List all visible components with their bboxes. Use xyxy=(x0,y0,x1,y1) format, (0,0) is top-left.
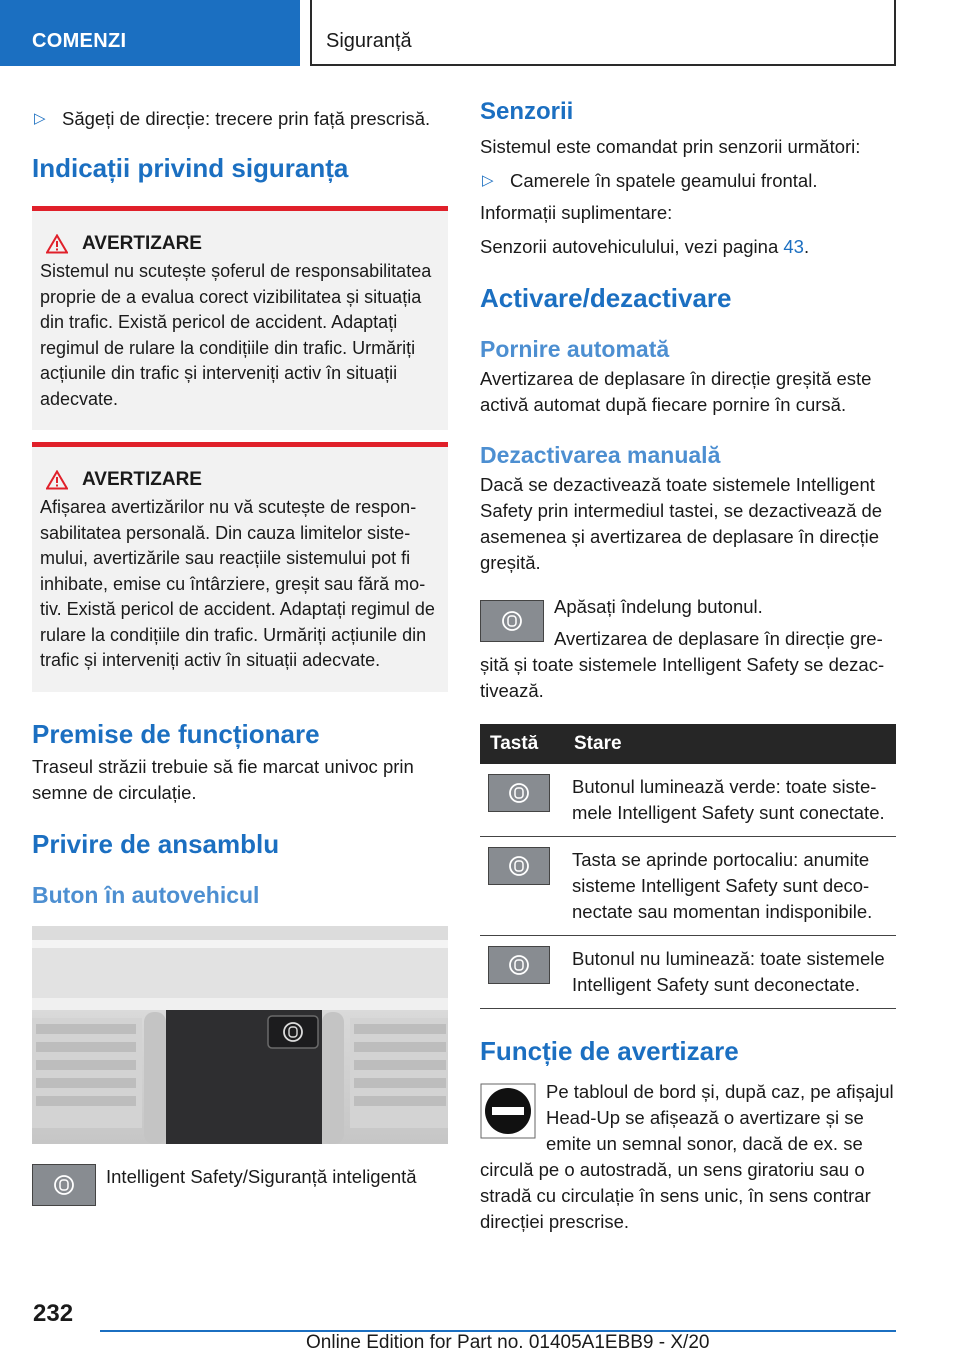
page-number: 232 xyxy=(33,1300,74,1327)
right-column xyxy=(480,96,896,1235)
heading-sensors: Senzorii xyxy=(480,98,574,125)
warning-function-block xyxy=(480,1079,896,1235)
warning-box xyxy=(32,442,448,692)
heading-warning-function: Funcție de avertizare xyxy=(480,1036,739,1066)
section-title: COMENZI xyxy=(32,30,127,52)
triangle-bullet-icon: ▷ xyxy=(482,172,494,189)
warning-title: AVERTIZARE xyxy=(40,469,440,491)
left-column xyxy=(32,96,448,1206)
warning-triangle-icon xyxy=(46,234,68,254)
intelligent-safety-button-icon xyxy=(480,600,544,642)
chapter-header xyxy=(310,0,896,66)
intelligent-safety-button-icon xyxy=(488,946,550,984)
heading-safety: Indicații privind siguranța xyxy=(32,153,349,183)
button-caption: Intelligent Safety/Siguranță inteligentă xyxy=(106,1165,417,1187)
table-row xyxy=(480,764,896,837)
edition-text: Online Edition for Part no. 01405A1EBB9 - X/20 xyxy=(306,1332,710,1353)
triangle-bullet-icon: ▷ xyxy=(34,110,46,127)
manual-deactivation-text: Dacă se dezactivează toate sistemele Intelligent Safety prin intermediul tastei, se dezactivează de asemenea și avertizarea de deplasare în direcție greșită. xyxy=(480,474,883,573)
table-row xyxy=(480,837,896,936)
warning-box xyxy=(32,206,448,430)
key-cell xyxy=(480,764,564,837)
more-info-label: Informații suplimentare: xyxy=(480,202,673,223)
no-entry-icon xyxy=(480,1083,536,1139)
heading-button-in-vehicle: Buton în autovehicul xyxy=(32,881,260,908)
auto-start-text: Avertizarea de deplasare în direcție greșită este activă automat după fiecare pornire în cursă. xyxy=(480,368,872,415)
dashboard-photo-illustration xyxy=(32,926,448,1144)
state-cell: Butonul luminează verde: toate sistemele Intelligent Safety sunt conectate. xyxy=(564,764,896,837)
state-cell: Butonul nu luminează: toate sistemele Intelligent Safety sunt deconectate. xyxy=(564,936,896,1009)
warning-text: Afișarea avertizărilor nu vă scutește de responsabilitatea personală. Din cauza limitelor sistemului, avertizările sau reacțiile sistemului pot fi inhibate, emise cu întârziere, greșit sau fără motiv. Există pericol de accident. Adaptați regimul de rulare la condițiile din trafic. Urmăriți acțiunile din trafic și interveniți activ în situații adecvate. xyxy=(40,497,435,670)
warning-text: Sistemul nu scutește șoferul de responsabilitatea proprie de a evalua corect vizibilitatea și situația din trafic. Există pericol de accident. Adaptați regimul de rulare la condițiile din trafic. Urmăriți acțiunile din trafic și interveniți activ în situații adecvate. xyxy=(40,261,432,409)
premise-text: Traseul străzii trebuie să fie marcat univoc prin semne de circulație. xyxy=(32,755,414,803)
heading-premise: Premise de funcționare xyxy=(32,718,320,749)
warning-title: AVERTIZARE xyxy=(40,233,440,255)
button-legend xyxy=(32,1164,448,1206)
page-link[interactable]: 43 xyxy=(783,236,804,257)
vehicle-button-photo xyxy=(32,926,448,1144)
intelligent-safety-button-icon xyxy=(488,847,550,885)
warning-function-text: Pe tabloul de bord și, după caz, pe afișajul Head-Up se afișează o avertizare și se emite un semnal sonor, dacă de ex. se circulă pe o autostradă, un sens giratoriu sau o stradă cu circulație în sens unic, în sens contrar direcției prescrise. xyxy=(480,1081,894,1232)
column-header-state: Stare xyxy=(564,724,896,764)
press-result-text: Avertizarea de deplasare în direcție greșită și toate sistemele Intelligent Safety se dezactivează. xyxy=(480,628,885,701)
warning-triangle-icon xyxy=(46,470,68,490)
press-instruction xyxy=(480,594,896,704)
heading-manual-deactivation: Dezactivarea manuală xyxy=(480,442,721,468)
heading-auto-start: Pornire automată xyxy=(480,336,670,362)
heading-activate: Activare/dezactivare xyxy=(480,283,732,313)
column-header-key: Tastă xyxy=(480,724,564,764)
list-item: ▷ Săgeți de direcție: trecere prin față prescrisă. xyxy=(32,106,448,132)
table-header-row xyxy=(480,724,896,764)
sensors-text: Sistemul este comandat prin senzorii următori: xyxy=(480,136,861,157)
section-tab xyxy=(0,0,300,66)
state-cell: Tasta se aprinde portocaliu: anumite sisteme Intelligent Safety sunt deconectate sau momentan indisponibile. xyxy=(564,837,896,936)
key-cell xyxy=(480,837,564,936)
heading-overview: Privire de ansamblu xyxy=(32,828,280,859)
see-page-reference: Senzorii autovehiculului, vezi pagina 43. xyxy=(480,236,810,257)
table-row xyxy=(480,936,896,1009)
key-cell xyxy=(480,936,564,1009)
intelligent-safety-button-icon xyxy=(488,774,550,812)
press-text: Apăsați îndelung butonul. xyxy=(554,596,763,617)
list-item: ▷ Camerele în spatele geamului frontal. xyxy=(480,168,896,194)
chapter-title: Siguranță xyxy=(326,30,412,52)
intelligent-safety-button-icon xyxy=(32,1164,96,1206)
status-table xyxy=(480,724,896,1009)
